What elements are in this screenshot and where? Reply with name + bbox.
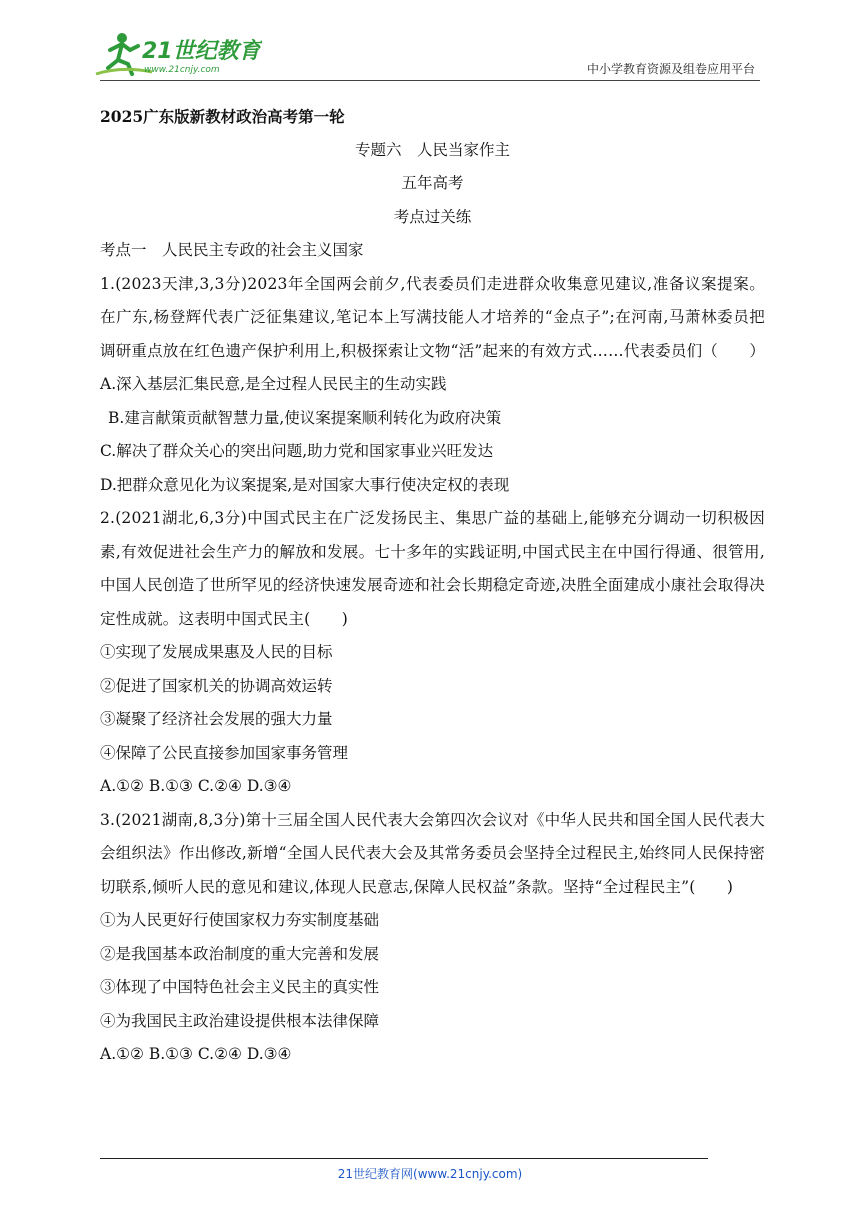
- logo-url: www.21cnjy.com: [144, 65, 220, 75]
- question-3-item-4: ④为我国民主政治建设提供根本法律保障: [100, 1011, 380, 1030]
- question-3-item-3: ③体现了中国特色社会主义民主的真实性: [100, 978, 380, 996]
- section-title: 五年高考: [401, 174, 464, 192]
- brand-logo[interactable]: [92, 30, 262, 80]
- question-2-item-2: ②促进了国家机关的协调高效运转: [100, 676, 333, 695]
- footer-divider: [100, 1158, 708, 1159]
- platform-label: 中小学教育资源及组卷应用平台: [586, 62, 755, 76]
- question-3-answers: A.①② B.①③ C.②④ D.③④: [100, 1045, 292, 1063]
- question-3-item-1: ①为人民更好行使国家权力夯实制度基础: [100, 911, 380, 929]
- header-divider: [100, 80, 760, 81]
- question-1-option-b: B.建言献策贡献智慧力量,使议案提案顺利转化为政府决策: [108, 408, 502, 427]
- question-1-stem: 1.(2023天津,3,3分)2023年全国两会前夕,代表委员们走进群众收集意见建议,准备议案提案。在广东,杨登辉代表广泛征集建议,笔记本上写满技能人才培养的“金点子”;在河南,马萧林委员把调研重点放在红色遗产保护利用上,积极探索让文物“活”起来的有效方式……代表委员们（ ）: [100, 274, 766, 360]
- logo-text: 21世纪教育: [142, 39, 261, 64]
- question-3-item-2: ②是我国基本政治制度的重大完善和发展: [100, 944, 380, 963]
- runner-logo-icon: [92, 30, 262, 80]
- subsection-title: 考点过关练: [393, 207, 472, 226]
- page-header: [0, 0, 860, 90]
- question-2-item-3: ③凝聚了经济社会发展的强大力量: [100, 710, 333, 728]
- topic-title: 专题六 人民当家作主: [354, 140, 510, 159]
- document-body: [100, 100, 765, 1072]
- point-title: 考点一 人民民主专政的社会主义国家: [100, 241, 364, 259]
- question-1-option-d: D.把群众意见化为议案提案,是对国家大事行使决定权的表现: [100, 475, 510, 494]
- series-title: 2025广东版新教材政治高考第一轮: [100, 107, 345, 126]
- question-3-stem: 3.(2021湖南,8,3分)第十三届全国人民代表大会第四次会议对《中华人民共和国全国人民代表大会组织法》作出修改,新增“全国人民代表大会及其常务委员会坚持全过程民主,始终同人民保持密切联系,倾听人民的意见和建议,体现人民意志,保障人民权益”条款。坚持“全过程民主”( ): [100, 810, 765, 896]
- question-2-stem: 2.(2021湖北,6,3分)中国式民主在广泛发扬民主、集思广益的基础上,能够充分调动一切积极因素,有效促进社会生产力的解放和发展。七十多年的实践证明,中国式民主在中国行得通、很管用,中国人民创造了世所罕见的经济快速发展奇迹和社会长期稳定奇迹,决胜全面建成小康社会取得决定性成就。这表明中国式民主( ): [100, 509, 765, 628]
- question-2-item-4: ④保障了公民直接参加国家事务管理: [100, 743, 349, 762]
- question-2-item-1: ①实现了发展成果惠及人民的目标: [100, 643, 333, 661]
- question-2-answers: A.①② B.①③ C.②④ D.③④: [100, 777, 292, 795]
- question-1-option-c: C.解决了群众关心的突出问题,助力党和国家事业兴旺发达: [100, 442, 494, 460]
- question-1-option-a: A.深入基层汇集民意,是全过程人民民主的生动实践: [100, 375, 447, 393]
- footer-link[interactable]: 21世纪教育网(www.21cnjy.com): [337, 1167, 523, 1181]
